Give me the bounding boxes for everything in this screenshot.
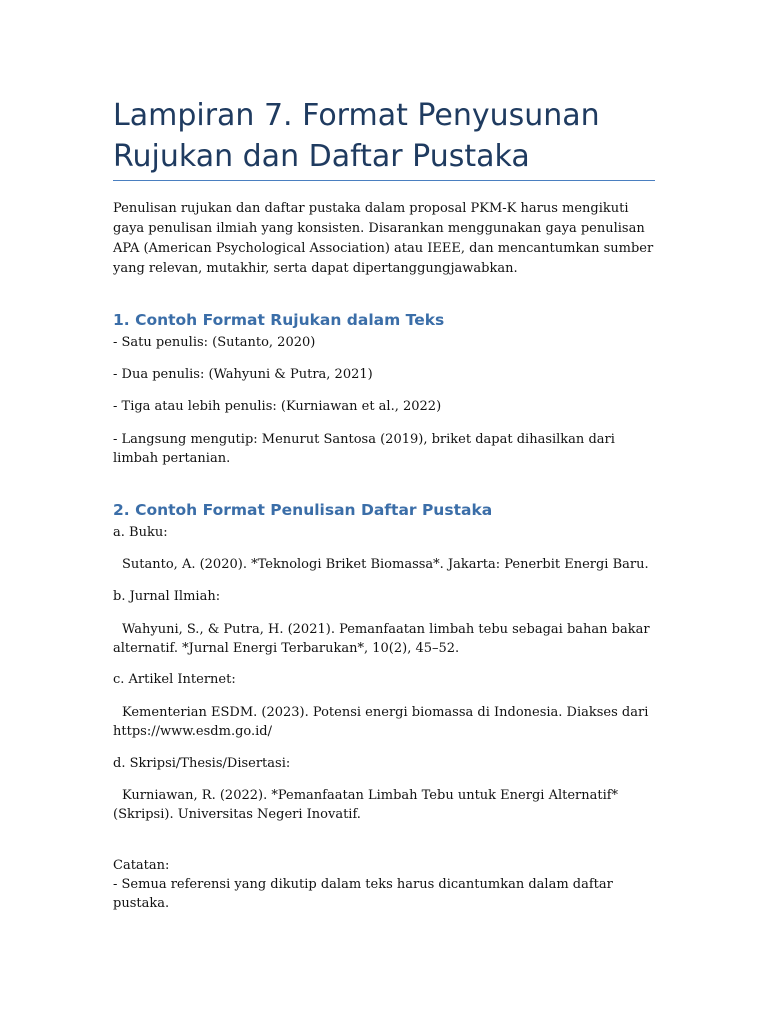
section-1-heading: 1. Contoh Format Rujukan dalam Teks [113, 311, 445, 329]
reference-label-thesis: d. Skripsi/Thesis/Disertasi: [113, 756, 291, 771]
note-label: Catatan: [113, 858, 170, 873]
citation-example-three-authors: - Tiga atau lebih penulis: (Kurniawan et al., 2022) [113, 399, 442, 414]
note-text: - Semua referensi yang dikutip dalam teks harus dicantumkan dalam daftar pustaka. [113, 877, 613, 911]
page-title: Lampiran 7. Format Penyusunan Rujukan dan Daftar Pustaka [113, 98, 600, 174]
intro-paragraph: Penulisan rujukan dan daftar pustaka dalam proposal PKM-K harus mengikuti gaya penulisan ilmiah yang konsisten. Disarankan menggunakan gaya penulisan APA (American Psychological Association) atau IEEE, dan mencantumkan sumber yang relevan, mutakhir, serta dapat dipertanggungjawabkan. [113, 201, 654, 276]
citation-example-single-author: - Satu penulis: (Sutanto, 2020) [113, 335, 316, 350]
reference-label-journal: b. Jurnal Ilmiah: [113, 589, 221, 604]
title-divider [113, 180, 655, 181]
reference-label-book: a. Buku: [113, 525, 168, 540]
reference-example-internet: Kementerian ESDM. (2023). Potensi energi biomassa di Indonesia. Diakses dari https://www.esdm.go.id/ [113, 705, 649, 739]
section-2-heading: 2. Contoh Format Penulisan Daftar Pustaka [113, 501, 493, 519]
reference-example-book: Sutanto, A. (2020). *Teknologi Briket Biomassa*. Jakarta: Penerbit Energi Baru. [122, 557, 649, 572]
reference-label-internet: c. Artikel Internet: [113, 672, 236, 687]
citation-example-direct-quote: - Langsung mengutip: Menurut Santosa (2019), briket dapat dihasilkan dari limbah pertanian. [113, 432, 615, 466]
reference-example-journal: Wahyuni, S., & Putra, H. (2021). Pemanfaatan limbah tebu sebagai bahan bakar alternatif. *Jurnal Energi Terbarukan*, 10(2), 45–52. [113, 622, 650, 656]
reference-example-thesis: Kurniawan, R. (2022). *Pemanfaatan Limbah Tebu untuk Energi Alternatif* (Skripsi). Universitas Negeri Inovatif. [113, 788, 619, 822]
citation-example-two-authors: - Dua penulis: (Wahyuni & Putra, 2021) [113, 367, 373, 382]
